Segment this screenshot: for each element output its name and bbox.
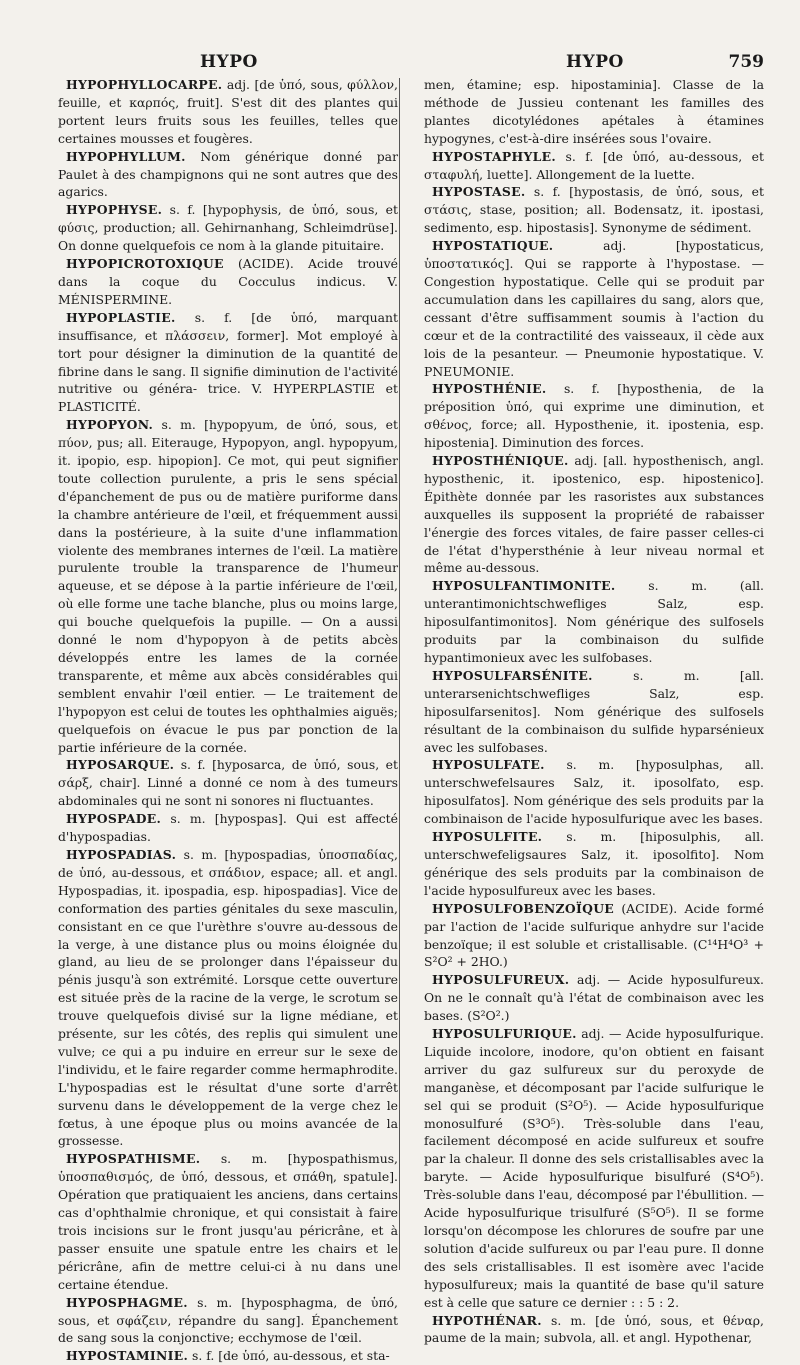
text-columns (58, 76, 764, 1365)
entry-headword: HYPOSULFATE. (432, 757, 545, 773)
entry-headword: HYPOSTAPHYLE. (432, 148, 557, 164)
dictionary-entry (424, 971, 764, 1025)
entry-definition: s. m. [de ὑπό, sous, et θέναρ, paume de la main; subvola, all. et angl. Hypothenar, (424, 1312, 764, 1346)
entry-headword: HYPOSULFARSÉNITE. (432, 667, 593, 683)
dictionary-entry (58, 76, 398, 148)
entry-headword: HYPOSTAMINIE. (66, 1348, 189, 1364)
entry-definition: s. m. [hyposphagma, de ὑπό, sous, et σφάζειν, répandre du sang]. Épanchement de sang sous la conjonctive; ecchymose de l'œil. (58, 1294, 398, 1346)
right-column (424, 76, 764, 1365)
entry-definition: s. m. [hypospas]. Qui est affecté d'hypospadias. (58, 811, 398, 845)
header-right-word: HYPO (566, 52, 624, 72)
entry-definition: adj. [de ὑπό, sous, φύλλον, feuille, et καρπός, fruit]. S'est dit des plantes qui portent leurs fruits sous les feuilles, telles que certaines mousses et fougères. (58, 77, 398, 146)
entry-definition: s. f. [de ὑπό, marquant insuffisance, et πλάσσειν, former]. Mot employé à tort pour désigner la diminution de la quantité de fibrine dans le sang. Il signifie diminution de l'activité nutritive ou généra- trice. V. HYPERPLASTIE et PLASTICITÉ. (58, 309, 398, 415)
dictionary-entry (424, 1025, 764, 1312)
entry-headword: HYPOSTHÉNIQUE. (432, 453, 569, 469)
entry-definition: s. m. [hiposulphis, all. unterschwefeligsaures Salz, it. iposolfito]. Nom générique des sels produits par la combinaison de l'acide hyposulfureux avec les bases. (424, 829, 764, 898)
entry-definition: s. m. [hypospathismus, ὑποσπαθισμός, de ὑπό, dessous, et σπάθη, spatule]. Opération que pratiquaient les anciens, dans certains cas d'ophthalmie chronique, et qui consistait à faire trois incisions sur le front jusqu'au péricrâne, et à passer ensuite une spatule entre les chairs et le péricrâne, afin de mettre celui-ci à nu dans une certaine étendue. (58, 1151, 398, 1292)
entry-headword: HYPOPHYLLUM. (66, 148, 186, 164)
page-number: 759 (728, 52, 764, 72)
entry-definition: s. f. [hyposarca, de ὑπό, sous, et σάρξ, chair]. Linné a donné ce nom à des tumeurs abdominales qui ne sont ni sonores ni fluctuantes. (58, 757, 398, 809)
dictionary-entry (424, 148, 764, 184)
entry-headword: HYPOSARQUE. (66, 757, 175, 773)
dictionary-entry (424, 183, 764, 237)
entry-definition: men, étamine; esp. hipostaminia]. Classe de la méthode de Jussieu contenant les familles des plantes dicotylédones apétales à étamines hypogynes, c'est-à-dire insérées sous l'ovaire. (424, 77, 764, 146)
dictionary-entry (424, 577, 764, 667)
entry-definition: (ACIDE). Acide formé par l'action de l'acide sulfurique anhydre sur l'acide benzoïque; il est soluble et cristallisable. (C¹⁴H⁴O³ + S²O² + 2HO.) (424, 900, 764, 970)
entry-headword: HYPOSULFOBENZOÏQUE (432, 900, 615, 916)
entry-definition: s. m. [hypospadias, ὑποσπαδίας, de ὑπό, au-dessous, et σπάδιον, espace; all. et angl. Hypospadias, it. ipospadia, esp. hipospadias]. Vice de conformation des parties génitales du sexe masculin, consistant en ce que l'urèthre s'ouvre au-dessous de la verge, à une distance plus ou moins éloignée du gland, au lieu de se prolonger dans l'épaisseur du pénis jusqu'à son extrémité. Lorsque cette ouverture est située près de la racine de la verge, le scrotum se trouve quelquefois divisé sur la ligne médiane, et présente, sur les côtés, des replis qui simulent une vulve; ce qui a pu induire en erreur sur le sexe de l'individu, et le faire regarder comme hermaphrodite. L'hypospadias est le résultat d'une sorte d'arrêt survenu dans le développement de la verge chez le fœtus, à une époque plus ou moins avancée de la grossesse. (58, 846, 398, 1149)
dictionary-entry (58, 846, 398, 1150)
entry-headword: HYPOPYON. (66, 417, 154, 433)
entry-definition: s. f. [hypostasis, de ὑπό, sous, et στάσις, stase, position; all. Bodensatz, it. ipostasi, sedimento, esp. hipostasis]. Synonyme de sédiment. (424, 184, 764, 236)
entry-definition: Nom générique donné par Paulet à des champignons qui ne sont autres que des agarics. (58, 148, 398, 200)
entry-definition: s. m. (all. unterantimonichtschwefliges Salz, esp. hiposulfantimonitos]. Nom générique des sulfosels produits par la combinaison du sulfide hypantimonieux avec les sulfobases. (424, 578, 764, 665)
dictionary-entry (424, 667, 764, 757)
entry-headword: HYPOSULFURIQUE. (432, 1026, 577, 1042)
entry-headword: HYPOTHÉNAR. (432, 1312, 542, 1328)
entry-definition: s. m. [hypopyum, de ὑπό, sous, et πύον, pus; all. Eiterauge, Hypopyon, angl. hypopyum, it. ipopio, esp. hipopion]. Ce mot, qui peut signifier toute collection purulente, a pris le sens spécial d'épanchement de pus ou de matière puriforme dans la chambre antérieure de l'œil, et fréquemment aussi dans la postérieure, à la suite d'une inflammation violente des membranes internes de l'œil. La matière purulente trouble la transparence de l'humeur aqueuse, et se dépose à la partie inférieure de l'œil, où elle forme une tache blanche, plus ou moins large, qui bouche quelquefois la pupille. — On a aussi donné le nom d'hypopyon à de petits abcès développés entre les lames de la cornée transparente, et même aux abcès considérables qui semblent envahir l'œil entier. — Le traitement de l'hypopyon est celui de toutes les ophthalmies aiguës; quelquefois on évacue le pus par ponction de la partie inférieure de la cornée. (58, 417, 398, 755)
entry-headword: HYPOSPADIAS. (66, 846, 177, 862)
dictionary-entry (58, 756, 398, 810)
entry-headword: HYPOSPADE. (66, 811, 162, 827)
dictionary-entry (424, 237, 764, 380)
entry-definition: s. m. [hyposulphas, all. unterschwefelsaures Salz, it. iposolfato, esp. hiposulfatos]. Nom générique des sels produits par la combinaison de l'acide hyposulfurique avec les bases. (424, 757, 764, 827)
dictionary-entry (58, 1294, 398, 1348)
dictionary-entry (58, 416, 398, 756)
dictionary-entry (424, 452, 764, 577)
dictionary-entry (424, 380, 764, 452)
dictionary-entry (58, 1347, 398, 1365)
entry-definition: (ACIDE). Acide trouvé dans la coque du Cocculus indicus. V. MÉNISPERMINE. (58, 256, 398, 307)
entry-definition: s. f. [hyposthenia, de la préposition ὑπό, qui exprime une diminution, et σθένος, force; all. Hyposthenie, it. ipostenia, esp. hipostenia]. Diminution des forces. (424, 381, 764, 451)
entry-headword: HYPOPICROTOXIQUE (66, 256, 224, 272)
dictionary-entry (424, 756, 764, 828)
entry-headword: HYPOSULFITE. (432, 829, 543, 845)
entry-definition: adj. — Acide hyposulfureux. On ne le connaît qu'à l'état de combinaison avec les bases. (S²O².) (424, 972, 764, 1024)
entry-definition: s. f. [de ὑπό, au-dessous, et sta- (188, 1348, 390, 1364)
dictionary-entry (58, 201, 398, 255)
dictionary-entry (424, 1312, 764, 1348)
entry-headword: HYPOSPATHISME. (66, 1151, 201, 1167)
entry-headword: HYPOSTHÉNIE. (432, 381, 547, 397)
entry-headword: HYPOPHYLLOCARPE. (66, 77, 223, 92)
left-column (58, 76, 398, 1365)
entry-headword: HYPOSTATIQUE. (432, 238, 554, 254)
dictionary-entry (424, 828, 764, 900)
entry-headword: HYPOSPHAGME. (66, 1294, 188, 1310)
dictionary-entry (58, 810, 398, 846)
entry-headword: HYPOPLASTIE. (66, 309, 176, 325)
dictionary-entry (58, 255, 398, 309)
entry-headword: HYPOSTASE. (432, 184, 526, 200)
entry-definition: adj. — Acide hyposulfurique. Liquide incolore, inodore, qu'on obtient en faisant arriver du gaz sulfureux sur du peroxyde de manganèse, et décomposant par l'acide sulfurique le sel qui se produit (S²O⁵). — Acide hyposulfurique monosulfuré (S³O⁵). Très-soluble dans l'eau, facilement décomposé en acide sulfureux et soufre par la chaleur. Il donne des sels cristallisables avec la baryte. — Acide hyposulfurique bisulfuré (S⁴O⁵). Très-soluble dans l'eau, décomposé par l'ébullition. — Acide hyposulfurique trisulfuré (S⁵O⁵). Il se forme lorsqu'on décompose les chlorures de soufre par une solution d'acide sulfureux ou par l'eau pure. Il donne des sels cristallisables. Il est isomère avec l'acide hyposulfureux; mais la quantité de base qu'il sature est à celle que sature ce dernier : : 5 : 2. (424, 1026, 764, 1310)
header-left-word: HYPO (200, 52, 258, 72)
entry-headword: HYPOPHYSE. (66, 202, 163, 218)
entry-definition: s. f. [de ὑπό, au-dessous, et σταφυλή, luette]. Allongement de la luette. (424, 148, 764, 182)
running-header (58, 52, 764, 74)
dictionary-entry (58, 309, 398, 416)
dictionary-entry (58, 148, 398, 202)
dictionary-entry (424, 76, 764, 148)
entry-headword: HYPOSULFUREUX. (432, 972, 570, 988)
dictionary-entry (58, 1150, 398, 1293)
entry-definition: s. f. [hypophysis, de ὑπό, sous, et φύσις, production; all. Gehirnanhang, Schleimdrüse]. On donne quelquefois ce nom à la glande pituitaire. (58, 202, 398, 254)
entry-headword: HYPOSULFANTIMONITE. (432, 578, 616, 594)
dictionary-entry (424, 900, 764, 972)
entry-definition: adj. [all. hyposthenisch, angl. hyposthenic, it. ipostenico, esp. hipostenico]. Épithète donnée par les rasoristes aux substances auxquelles ils supposent la propriété de rabaisser l'énergie des forces vitales, de faire passer celles-ci de l'état d'hypersthénie à leur niveau normal et même au-dessous. (424, 453, 764, 576)
entry-definition: adj. [hypostaticus, ὑποστατικός]. Qui se rapporte à l'hypostase. — Congestion hypostatique. Celle qui se produit par accumulation dans les capillaires du sang, alors que, cessant d'être suffisamment soumis à l'action du cœur et de la contractilité des vaisseaux, il cède aux lois de la pesanteur. — Pneumonie hypostatique. V. PNEUMONIE. (424, 238, 764, 379)
entry-definition: s. m. [all. unterarsenichtschwefliges Salz, esp. hiposulfarsenitos]. Nom générique des sulfosels résultant de la combinaison du sulfide hyparsénieux avec les sulfobases. (424, 667, 764, 755)
